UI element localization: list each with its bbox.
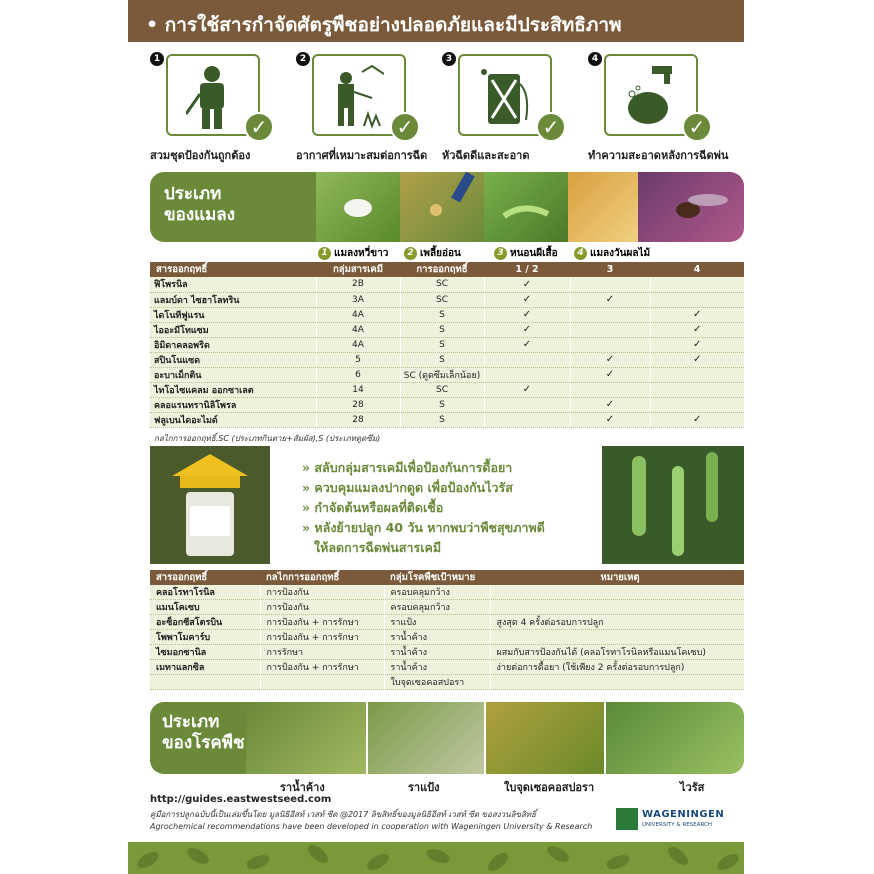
step-caption: หัวฉีดดีและสะอาด (442, 149, 530, 162)
table-cell: S (400, 412, 484, 427)
table-row (150, 630, 744, 645)
table-cell (570, 322, 650, 337)
table-cell (570, 307, 650, 322)
column-header: สารออกฤทธิ์ (150, 570, 260, 585)
sprayer-person-icon (332, 64, 384, 130)
disease-label: ราน้ำค้าง (280, 781, 325, 794)
table-cell: ✓ (650, 322, 744, 337)
table-cell: ✓ (484, 382, 570, 397)
table-cell: ✓ (650, 412, 744, 427)
step-caption: ทำความสะอาดหลังการฉีดพ่น (588, 149, 729, 162)
advice-item: » กำจัดต้นหรือผลที่ติดเชื้อ (302, 500, 444, 515)
table-cell: S (400, 337, 484, 352)
page-title: • การใช้สารกำจัดศัตรูพืชอย่างปลอดภัยและมีประสิทธิภาพ (128, 0, 744, 42)
table-cell: S (400, 397, 484, 412)
label-text: หนอนผีเสื้อ (510, 248, 558, 259)
table-cell: ✓ (570, 367, 650, 382)
table-cell (650, 277, 744, 292)
label-text: แมลงหวี่ขาว (334, 248, 389, 259)
table-row (150, 645, 744, 660)
column-header: สารออกฤทธิ์ (150, 262, 316, 277)
safety-steps (128, 52, 744, 164)
bitter-gourd-icon (602, 446, 744, 564)
trap-photo (150, 446, 270, 564)
table-cell: ราแป้ง (384, 615, 490, 630)
column-header: กลไกการออกฤทธิ์ (260, 570, 384, 585)
label-number: 3 (494, 247, 507, 260)
leaf-footer-band (128, 842, 744, 874)
table-row (150, 292, 744, 307)
fruit-fly-icon (638, 172, 744, 242)
table-cell: อะบาเม็กติน (150, 367, 316, 382)
table-cell (650, 382, 744, 397)
table-row (150, 322, 744, 337)
label-number: 1 (318, 247, 331, 260)
table-cell (570, 382, 650, 397)
table-row (150, 675, 744, 690)
table-row (150, 382, 744, 397)
table-row (150, 337, 744, 352)
check-icon: ✓ (682, 112, 712, 142)
table-cell: S (400, 322, 484, 337)
table-cell: การป้องกัน + การรักษา (260, 660, 384, 675)
table-cell (484, 412, 570, 427)
table-cell: ✓ (484, 307, 570, 322)
table-cell: ฟลูเบนไดอะไมด์ (150, 412, 316, 427)
table-cell: ใบจุดเซอคอสปอรา (384, 675, 490, 690)
table-cell: การป้องกัน (260, 585, 384, 600)
leaves-decoration-icon (128, 842, 744, 874)
copyright-text: คู่มือการปลูกฉบับนี้เป็นเล่มขึ้นโดย มูลนิธิอีสท์ เวสท์ ซีด @2017 ลิขสิทธิ์ของมูลนิธิอีสท์ เวสท์ ซีด ขอสงวนลิขสิทธิ์ (150, 810, 536, 819)
insect-title-line2: ของแมลง (164, 205, 236, 225)
step-number: 2 (296, 52, 310, 66)
advice-item: » ควบคุมแมลงปากดูด เพื่อป้องกันไวรัส (302, 480, 513, 495)
table-row (150, 600, 744, 615)
table-row (150, 397, 744, 412)
caterpillar-icon (484, 172, 568, 242)
disease-title-line1: ประเภท (162, 712, 220, 732)
table-cell (650, 367, 744, 382)
fly-trap-icon (150, 446, 270, 564)
table-cell: S (400, 307, 484, 322)
disease-label: ไวรัส (680, 781, 705, 794)
table-row (150, 367, 744, 382)
table-cell: แลมบ์ดา ไซฮาโลทริน (150, 292, 316, 307)
column-header: 3 (570, 262, 650, 277)
disease-label: ใบจุดเซอคอสปอรา (504, 781, 595, 794)
table-cell: การป้องกัน + การรักษา (260, 615, 384, 630)
step-caption: อากาศที่เหมาะสมต่อการฉีด (296, 149, 428, 162)
table-cell: คลอโรทาโรนิล (150, 585, 260, 600)
table-row (150, 660, 744, 675)
insect-label (318, 246, 388, 261)
table-cell (484, 352, 570, 367)
table-cell: 14 (316, 382, 400, 397)
logo-name: WAGENINGEN (642, 809, 725, 820)
table-cell: SC (400, 382, 484, 397)
fruit-fly-photo (638, 172, 744, 242)
table-cell: 4A (316, 307, 400, 322)
column-header: 4 (650, 262, 744, 277)
table-cell: 3A (316, 292, 400, 307)
table-cell: อิมิดาคลอพริด (150, 337, 316, 352)
table-cell: ไซมอกซานิล (150, 645, 260, 660)
guide-url[interactable]: http://guides.eastwestseed.com (150, 794, 332, 805)
table-cell: สปินโนแซด (150, 352, 316, 367)
mechanism-note: กลไกการออกฤทธิ์.SC (ประเภทกินตาย+สัมผัส),S (ประเภทดูดซึม) (154, 434, 381, 443)
table-header-row (150, 262, 744, 277)
table-cell: สูงสุด 4 ครั้งต่อรอบการปลูก (490, 615, 744, 630)
whitefly-photo (316, 172, 400, 242)
protective-suit-icon (186, 64, 238, 130)
advice-item: » หลังย้ายปลูก 40 วัน หากพบว่าพืชสุขภาพดี (302, 520, 545, 535)
aphid-photo (400, 172, 484, 242)
advice-section (150, 446, 744, 564)
step-caption: สวมชุดป้องกันถูกต้อง (150, 149, 251, 162)
fruit-larva-photo (568, 172, 638, 242)
table-cell: ✓ (650, 337, 744, 352)
table-cell (490, 630, 744, 645)
table-cell: SC (ดูดซึมเล็กน้อย) (400, 367, 484, 382)
insect-label (494, 246, 558, 261)
insect-title-line1: ประเภท (164, 184, 222, 204)
step-nozzle (442, 52, 592, 164)
table-cell: ฟิโพรนิล (150, 277, 316, 292)
wageningen-logo (616, 806, 736, 832)
fungicide-table (150, 570, 744, 690)
table-cell: ไทโอไซแคลม ออกซาเลต (150, 382, 316, 397)
table-cell: 4A (316, 322, 400, 337)
table-cell: ✓ (484, 322, 570, 337)
table-cell: ✓ (484, 277, 570, 292)
table-cell: 4A (316, 337, 400, 352)
table-cell: โพพาโมคาร์บ (150, 630, 260, 645)
table-cell: ครอบคลุมกว้าง (384, 600, 490, 615)
label-text: แมลงวันผลไม้ (590, 248, 651, 259)
table-cell: ✓ (650, 307, 744, 322)
table-cell: ครอบคลุมกว้าง (384, 585, 490, 600)
table-row (150, 277, 744, 292)
table-cell: ✓ (570, 292, 650, 307)
table-row (150, 585, 744, 600)
table-cell: การป้องกัน + การรักษา (260, 630, 384, 645)
insect-label (404, 246, 461, 261)
table-cell (484, 367, 570, 382)
table-cell: 28 (316, 412, 400, 427)
step-number: 1 (150, 52, 164, 66)
disease-types-title (150, 702, 246, 774)
table-cell (490, 585, 744, 600)
virus-photo (606, 702, 744, 774)
cooperation-text: Agrochemical recommendations have been developed in cooperation with Wageningen University & Research (150, 822, 593, 831)
table-row (150, 307, 744, 322)
insect-types-title (150, 172, 316, 242)
table-cell (260, 675, 384, 690)
step-wash (588, 52, 738, 164)
table-cell (570, 277, 650, 292)
table-header-row (150, 570, 744, 585)
table-cell: 2B (316, 277, 400, 292)
downy-mildew-photo (246, 702, 366, 774)
insect-label (574, 246, 650, 261)
insect-types-band (150, 172, 744, 242)
bitter-gourd-photo (602, 446, 744, 564)
table-cell (490, 600, 744, 615)
table-cell (490, 675, 744, 690)
insect-labels (318, 246, 738, 262)
label-number: 2 (404, 247, 417, 260)
hand-washing-icon (624, 64, 676, 130)
disease-types-band (150, 702, 744, 774)
table-cell: ผสมกับสารป้องกันได้ (คลอโรทาโรนิลหรือแมนโคเซบ) (490, 645, 744, 660)
table-cell (650, 397, 744, 412)
table-cell: ✓ (484, 292, 570, 307)
powdery-mildew-photo (368, 702, 484, 774)
advice-item: ให้ลดการฉีดพ่นสารเคมี (314, 540, 442, 555)
column-header: หมายเหตุ (490, 570, 744, 585)
table-cell: ไดโนทีฟูแรน (150, 307, 316, 322)
disease-title-line2: ของโรคพืช (162, 733, 245, 753)
column-header: กลุ่มโรคพืชเป้าหมาย (384, 570, 490, 585)
step-protective-suit (150, 52, 300, 164)
column-header: 1 / 2 (484, 262, 570, 277)
table-cell: เมทาแลกซิล (150, 660, 260, 675)
table-cell: ราน้ำค้าง (384, 630, 490, 645)
table-cell (484, 397, 570, 412)
table-cell: ✓ (570, 352, 650, 367)
page (128, 0, 744, 874)
table-cell: ✓ (570, 412, 650, 427)
table-cell (150, 675, 260, 690)
label-number: 4 (574, 247, 587, 260)
table-cell: SC (400, 277, 484, 292)
table-cell: 5 (316, 352, 400, 367)
table-cell: ไออะมีโทแซม (150, 322, 316, 337)
check-icon: ✓ (390, 112, 420, 142)
table-cell: 28 (316, 397, 400, 412)
step-number: 3 (442, 52, 456, 66)
disease-label: ราแป้ง (408, 781, 440, 794)
step-number: 4 (588, 52, 602, 66)
table-cell: ราน้ำค้าง (384, 660, 490, 675)
table-cell: การป้องกัน (260, 600, 384, 615)
table-cell: ราน้ำค้าง (384, 645, 490, 660)
check-icon: ✓ (536, 112, 566, 142)
table-row (150, 615, 744, 630)
insecticide-table (150, 262, 744, 428)
table-cell: แมนโคเซบ (150, 600, 260, 615)
caterpillar-photo (484, 172, 568, 242)
check-icon: ✓ (244, 112, 274, 142)
table-cell: SC (400, 292, 484, 307)
table-cell: ✓ (570, 397, 650, 412)
table-cell: S (400, 352, 484, 367)
wageningen-mark-icon (616, 808, 638, 830)
column-header: การออกฤทธิ์ (400, 262, 484, 277)
advice-list (274, 446, 594, 564)
table-cell: อะซ็อกซีสโตรบิน (150, 615, 260, 630)
table-cell: ✓ (650, 352, 744, 367)
table-cell: คลอแรนทรานิลิโพรล (150, 397, 316, 412)
table-cell: 6 (316, 367, 400, 382)
table-cell (650, 292, 744, 307)
table-row (150, 412, 744, 427)
table-cell (570, 337, 650, 352)
label-text: เพลี้ยอ่อน (420, 248, 461, 259)
column-header: กลุ่มสารเคมี (316, 262, 400, 277)
cercospora-photo (486, 702, 604, 774)
insecticide-table-body (150, 277, 744, 427)
table-row (150, 352, 744, 367)
whitefly-icon (316, 172, 400, 242)
advice-item: » สลับกลุ่มสารเคมีเพื่อป้องกันการดื้อยา (302, 460, 513, 475)
table-cell: ✓ (484, 337, 570, 352)
aphid-icon (400, 172, 484, 242)
table-cell: ง่ายต่อการดื้อยา (ใช้เพียง 2 ครั้งต่อรอบการปลูก) (490, 660, 744, 675)
fungicide-table-body (150, 585, 744, 690)
logo-subtitle: UNIVERSITY & RESEARCH (642, 822, 712, 828)
step-weather (296, 52, 446, 164)
table-cell: การรักษา (260, 645, 384, 660)
sprayer-tank-icon (478, 64, 530, 130)
